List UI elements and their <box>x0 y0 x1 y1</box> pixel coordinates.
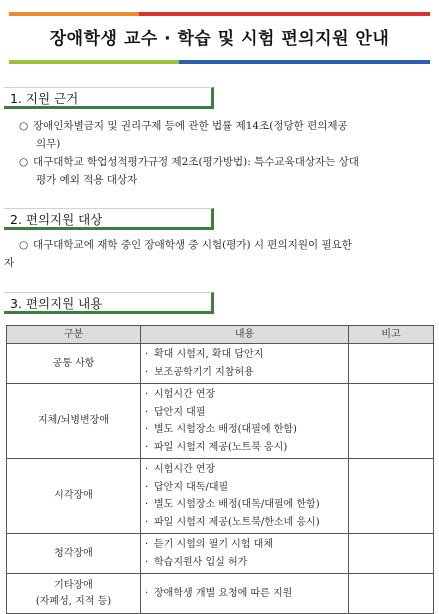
basis-item-1 <box>19 117 424 135</box>
page-title: 장애학생 교수 · 학습 및 시험 편의지원 안내 <box>49 29 390 49</box>
target-item-1 <box>19 236 424 254</box>
row-category <box>7 574 141 614</box>
section-heading-content: 3. 편의지원 내용 <box>4 292 214 314</box>
row-note <box>349 574 434 614</box>
section-heading-basis: 1. 지원 근거 <box>4 87 214 109</box>
list-item: · 별도 시험장소 배정(대필에 한함) <box>145 424 297 435</box>
row-items <box>141 384 349 459</box>
basis-item-1-text: 장애인차별금지 및 권리구제 등에 관한 법률 제14조(정당한 편의제공 <box>33 120 348 132</box>
row-category: 청각장애 <box>7 534 141 574</box>
target-item-1-cont: 자 <box>4 257 15 269</box>
circle-bullet-icon: ○ <box>19 120 29 132</box>
list-item: · 파일 시험지 제공(노트북/한소네 응시) <box>145 516 320 528</box>
list-item: · 보조공학기기 지참허용 <box>145 366 254 378</box>
basis-item-2-cont: 평가 예외 적용 대상자 <box>36 174 138 186</box>
table-header-row <box>7 326 434 344</box>
list-item: · 별도 시험장소 배정(대독/대필에 한함) <box>145 499 320 510</box>
list-item: · 답안지 대독/대필 <box>145 481 229 493</box>
title-bottom-rule-green <box>9 60 179 64</box>
row-note <box>349 344 434 384</box>
row-category: 지체/뇌병변장애 <box>7 384 141 459</box>
circle-bullet-icon: ○ <box>19 156 29 168</box>
header-content: 내용 <box>141 326 349 344</box>
table-row <box>7 344 434 384</box>
list-item: · 시험시간 연장 <box>145 389 216 400</box>
table-row <box>7 384 434 459</box>
title-bottom-rule <box>9 60 430 64</box>
row-items <box>141 459 349 534</box>
header-note: 비고 <box>349 326 434 344</box>
title-top-rule-orange <box>9 12 139 16</box>
title-bottom-rule-blue <box>179 60 430 64</box>
list-item: · 듣기 시험의 필기 시험 대체 <box>145 539 273 550</box>
row-items <box>141 574 349 614</box>
list-item: · 답안지 대필 <box>145 406 206 418</box>
support-table <box>6 325 434 614</box>
circle-bullet-icon: ○ <box>19 239 29 251</box>
title-top-rule <box>9 12 430 16</box>
header-category: 구분 <box>7 326 141 344</box>
row-category-line1: 기타장애 <box>54 579 93 591</box>
basis-item-2 <box>19 153 424 171</box>
list-item: · 파일 시험지 제공(노트북 응시) <box>145 441 288 453</box>
row-category-line2: (자폐성, 지적 등) <box>35 595 112 607</box>
row-category: 시각장애 <box>7 459 141 534</box>
title-top-rule-red <box>139 12 430 16</box>
table-row <box>7 574 434 614</box>
table-row <box>7 534 434 574</box>
list-item: · 확대 시험지, 확대 답안지 <box>145 349 264 360</box>
row-items <box>141 344 349 384</box>
section-heading-target: 2. 편의지원 대상 <box>4 208 214 230</box>
table-row <box>7 459 434 534</box>
row-category: 공통 사항 <box>7 344 141 384</box>
row-note <box>349 459 434 534</box>
row-note <box>349 534 434 574</box>
list-item: · 장애학생 개별 요청에 따른 지원 <box>145 587 293 599</box>
target-item-1-text: 대구대학교에 재학 중인 장애학생 중 시험(평가) 시 편의지원이 필요한 <box>33 239 352 251</box>
basis-item-2-text: 대구대학교 학업성적평가규정 제2조(평가방법): 특수교육대상자는 상대 <box>33 156 359 168</box>
row-note <box>349 384 434 459</box>
basis-item-1-cont: 의무) <box>36 138 61 150</box>
list-item: · 학습지원사 입실 허가 <box>145 556 248 568</box>
list-item: · 시험시간 연장 <box>145 464 216 475</box>
row-items <box>141 534 349 574</box>
